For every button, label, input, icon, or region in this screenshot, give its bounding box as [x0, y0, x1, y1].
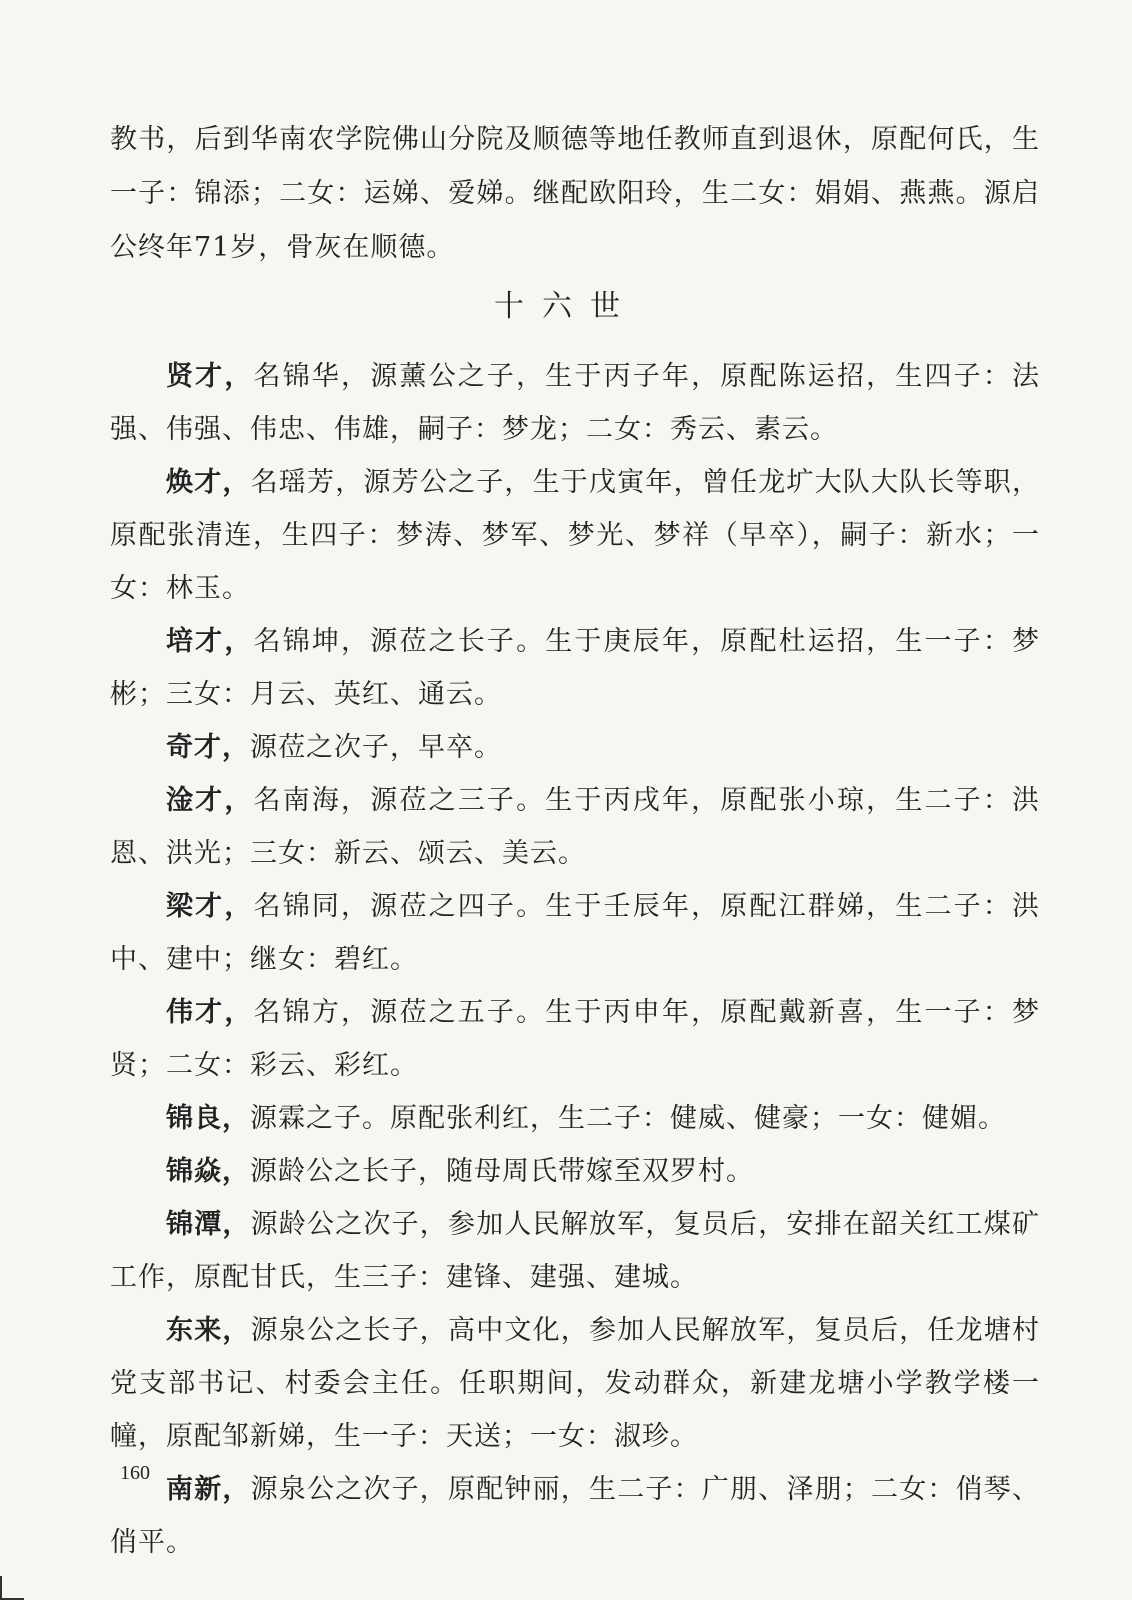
entry-name: 奇才， — [166, 732, 250, 763]
genealogy-entries — [110, 350, 1040, 1569]
entry-text: 源泉公之次子，原配钟丽，生二子：广朋、泽朋；二女：俏琴、俏平。 — [110, 1474, 1041, 1558]
entry-gancai — [110, 774, 1040, 880]
entry-text: 源霖之子。原配张利红，生二子：健威、健豪；一女：健媚。 — [250, 1103, 1006, 1134]
entry-text: 名锦华，源薰公之子，生于丙子年，原配陈运招，生四子：法强、伟强、伟忠、伟雄，嗣子：梦龙；二女：秀云、素云。 — [110, 361, 1041, 445]
entry-text: 名南海，源莅之三子。生于丙戌年，原配张小琼，生二子：洪恩、洪光；三女：新云、颂云、美云。 — [110, 785, 1041, 869]
entry-text: 名锦方，源莅之五子。生于丙申年，原配戴新喜，生一子：梦贤；二女：彩云、彩红。 — [110, 997, 1041, 1081]
entry-liangcai — [110, 880, 1040, 986]
entry-jinyan — [110, 1145, 1040, 1198]
entry-name: 锦潭， — [166, 1209, 251, 1240]
entry-name: 贤才， — [166, 361, 254, 392]
entry-text: 名瑶芳，源芳公之子，生于戊寅年，曾任龙圹大队大队长等职，原配张清连，生四子：梦涛、梦军、梦光、梦祥（早卒），嗣子：新水；一女：林玉。 — [110, 467, 1041, 604]
entry-name: 东来， — [166, 1315, 251, 1346]
entry-nanxin — [110, 1463, 1040, 1569]
entry-donglai — [110, 1304, 1040, 1463]
entry-jintan — [110, 1198, 1040, 1304]
entry-text: 名锦同，源莅之四子。生于壬辰年，原配江群娣，生二子：洪中、建中；继女：碧红。 — [110, 891, 1041, 975]
entry-name: 伟才， — [166, 997, 254, 1028]
entry-name: 淦才， — [166, 785, 254, 816]
entry-text: 名锦坤，源莅之长子。生于庚辰年，原配杜运招，生一子：梦彬；三女：月云、英红、通云。 — [110, 626, 1041, 710]
entry-qicai — [110, 721, 1040, 774]
entry-text: 源泉公之长子，高中文化，参加人民解放军，复员后，任龙塘村党支部书记、村委会主任。任职期间，发动群众，新建龙塘小学教学楼一幢，原配邹新娣，生一子：天送；一女：淑珍。 — [110, 1315, 1041, 1452]
scan-corner-mark — [0, 1576, 24, 1600]
page-number: 160 — [120, 1462, 150, 1484]
entry-huancai — [110, 456, 1040, 615]
intro-paragraph: 教书，后到华南农学院佛山分院及顺德等地任教师直到退休，原配何氏，生一子：锦添；二女：运娣、爱娣。继配欧阳玲，生二女：娟娟、燕燕。源启公终年71岁，骨灰在顺德。 — [110, 124, 1040, 263]
entry-text: 源龄公之次子，参加人民解放军，复员后，安排在韶关红工煤矿工作，原配甘氏，生三子：建锋、建强、建城。 — [110, 1209, 1041, 1293]
entry-peicai — [110, 615, 1040, 721]
entry-text: 源莅之次子，早卒。 — [250, 732, 502, 763]
entry-name: 南新， — [166, 1474, 251, 1505]
entry-name: 培才， — [166, 626, 254, 657]
entry-jinliang — [110, 1092, 1040, 1145]
entry-name: 焕才， — [166, 467, 251, 498]
section-heading: 十六世 — [494, 289, 638, 324]
entry-xiancai — [110, 350, 1040, 456]
entry-text: 源龄公之长子，随母周氏带嫁至双罗村。 — [250, 1156, 754, 1187]
entry-name: 锦良， — [166, 1103, 250, 1134]
entry-name: 锦焱， — [166, 1156, 250, 1187]
entry-weicai — [110, 986, 1040, 1092]
entry-name: 梁才， — [166, 891, 254, 922]
